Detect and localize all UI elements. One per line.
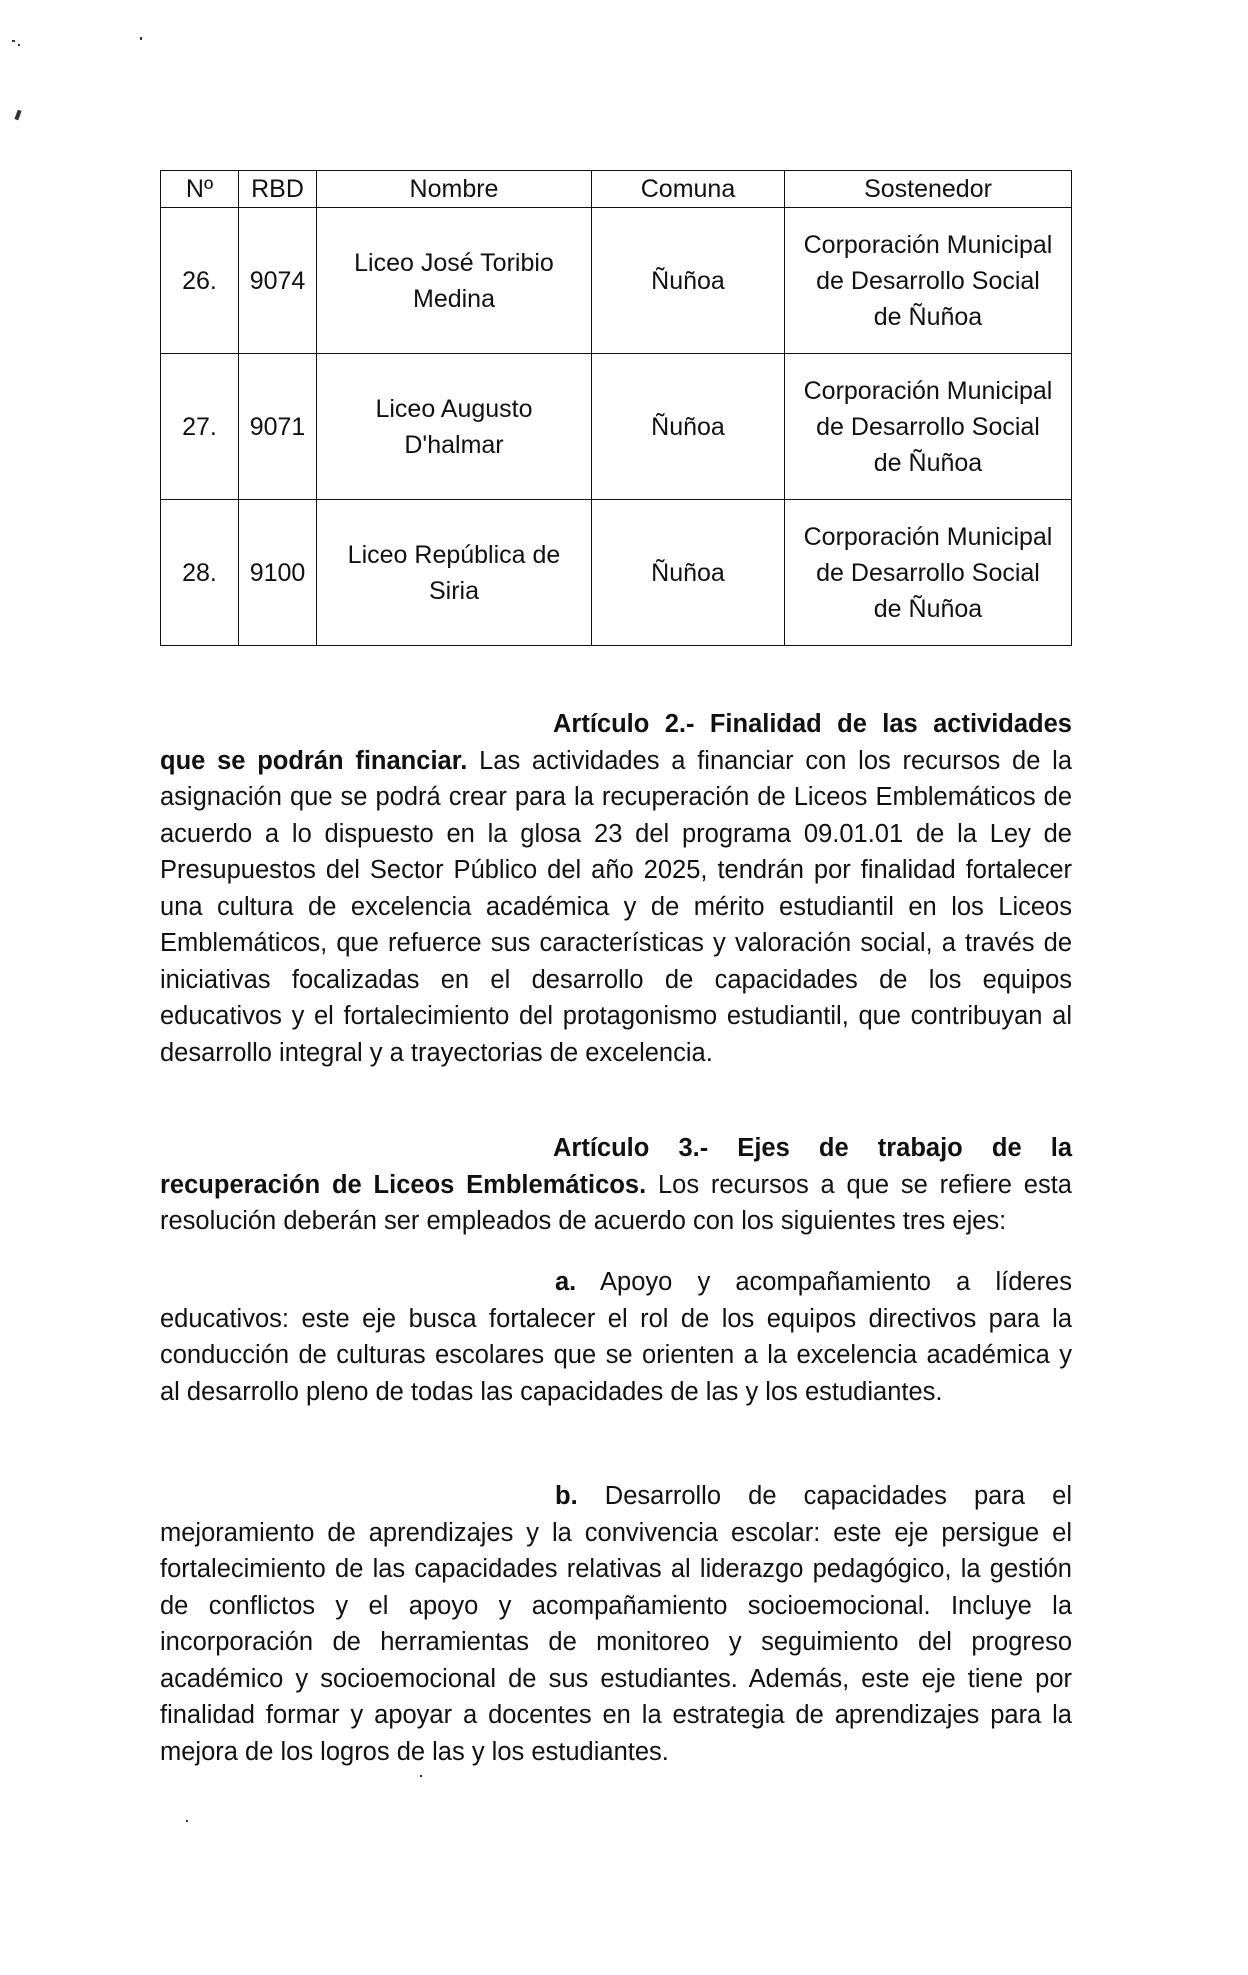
articulo-2-body: Las actividades a financiar con los recursos de la asignación que se podrá crear para la recuperación de Liceos Emblemáticos de acuerdo a lo dispuesto en la glosa 23 del programa 09.01.01 de la Ley de Presupuestos del Sector Público del año 2025, tendrán por finalidad fortalecer una cultura de excelencia académica y de mérito estudiantil en los Liceos Emblemáticos, que refuerce sus características y valoración social, a través de iniciativas focalizadas en el desarrollo de capacidades de los equipos educativos y el fortalecimiento del protagonismo estudiantil, que contribuyan al desarrollo integral y a trayectorias de excelencia. bbox=[160, 746, 1073, 1067]
cell-nombre: Liceo República de Siria bbox=[317, 500, 592, 646]
liceos-table bbox=[160, 170, 1072, 646]
articulo-3-text bbox=[160, 1130, 1072, 1240]
header-nombre: Nombre bbox=[317, 171, 592, 208]
cell-comuna: Ñuñoa bbox=[592, 354, 785, 500]
articulo-3-body: Los recursos a que se refiere esta resolución deberán ser empleados de acuerdo con los siguientes tres ejes: bbox=[160, 1170, 1072, 1235]
articulo-3 bbox=[160, 1130, 1072, 1240]
scan-speck bbox=[140, 37, 142, 40]
cell-nombre: Liceo Augusto D'halmar bbox=[317, 354, 592, 500]
table-row bbox=[161, 500, 1072, 646]
eje-b-text bbox=[160, 1478, 1072, 1770]
articulo-2-text bbox=[160, 706, 1072, 1071]
eje-a-text bbox=[160, 1264, 1072, 1410]
articulo-3-heading: Artículo 3.- Ejes de trabajo de la recuperación de Liceos Emblemáticos. bbox=[160, 1134, 1072, 1199]
header-numero: Nº bbox=[161, 171, 239, 208]
articulo-2-heading: Artículo 2.- Finalidad de las actividades que se podrán financiar. bbox=[160, 710, 1072, 775]
cell-numero: 28. bbox=[161, 500, 239, 646]
cell-rbd: 9100 bbox=[239, 500, 317, 646]
articulo-2 bbox=[160, 706, 1072, 1071]
table-row bbox=[161, 354, 1072, 500]
scan-speck bbox=[14, 110, 21, 121]
cell-rbd: 9074 bbox=[239, 208, 317, 354]
scan-speck bbox=[186, 1820, 188, 1822]
eje-b bbox=[160, 1478, 1072, 1770]
header-rbd: RBD bbox=[239, 171, 317, 208]
scan-speck bbox=[420, 1775, 422, 1777]
cell-rbd: 9071 bbox=[239, 354, 317, 500]
cell-nombre: Liceo José Toribio Medina bbox=[317, 208, 592, 354]
eje-a-label: a. bbox=[555, 1268, 577, 1296]
cell-sostenedor: Corporación Municipal de Desarrollo Social de Ñuñoa bbox=[785, 208, 1072, 354]
scan-speck bbox=[12, 40, 15, 42]
cell-comuna: Ñuñoa bbox=[592, 208, 785, 354]
cell-comuna: Ñuñoa bbox=[592, 500, 785, 646]
scan-speck bbox=[18, 44, 20, 46]
header-sostenedor: Sostenedor bbox=[785, 171, 1072, 208]
eje-b-label: b. bbox=[555, 1482, 578, 1510]
cell-sostenedor: Corporación Municipal de Desarrollo Social de Ñuñoa bbox=[785, 500, 1072, 646]
cell-sostenedor: Corporación Municipal de Desarrollo Social de Ñuñoa bbox=[785, 354, 1072, 500]
header-comuna: Comuna bbox=[592, 171, 785, 208]
eje-a bbox=[160, 1264, 1072, 1410]
cell-numero: 27. bbox=[161, 354, 239, 500]
cell-numero: 26. bbox=[161, 208, 239, 354]
eje-a-body: Apoyo y acompañamiento a líderes educativos: este eje busca fortalecer el rol de los equipos directivos para la conducción de culturas escolares que se orienten a la excelencia académica y al desarrollo pleno de todas las capacidades de las y los estudiantes. bbox=[160, 1268, 1072, 1406]
eje-b-body: Desarrollo de capacidades para el mejoramiento de aprendizajes y la convivencia escolar: este eje persigue el fortalecimiento de las capacidades relativas al liderazgo pedagógico, la gestión de conflictos y el apoyo y acompañamiento socioemocional. Incluye la incorporación de herramientas de monitoreo y seguimiento del progreso académico y socioemocional de sus estudiantes. Además, este eje tiene por finalidad formar y apoyar a docentes en la estrategia de aprendizajes para la mejora de los logros de las y los estudiantes. bbox=[160, 1482, 1072, 1766]
table-header-row bbox=[161, 171, 1072, 208]
table-row bbox=[161, 208, 1072, 354]
